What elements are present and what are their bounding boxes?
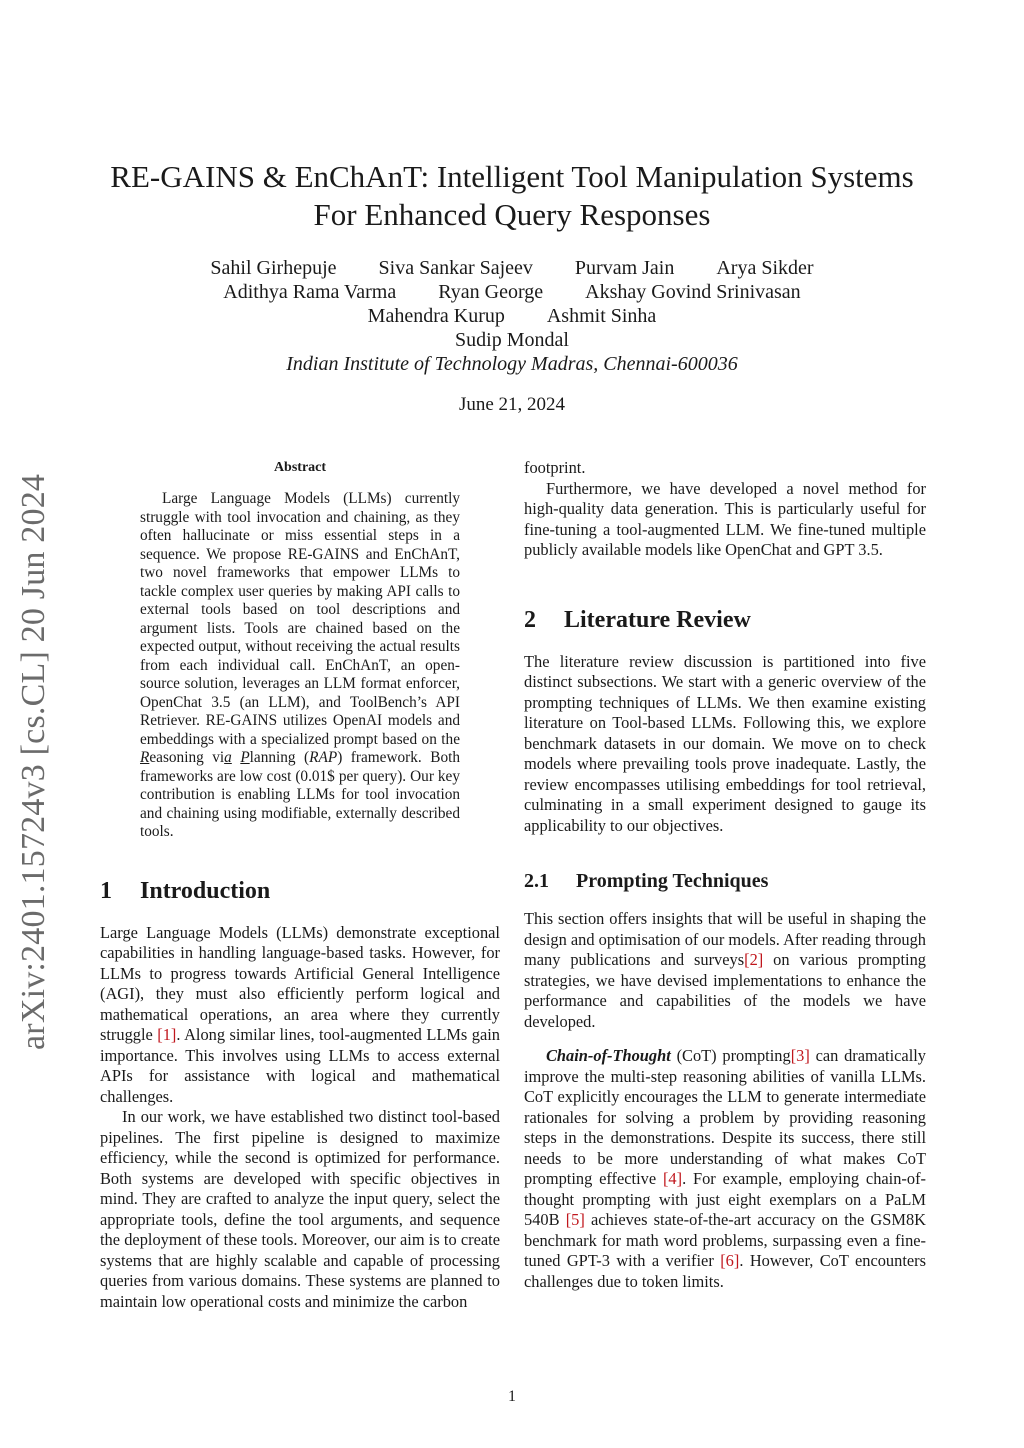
author-name: Mahendra Kurup [367,305,505,327]
paragraph: The literature review discussion is partitioned into five distinct subsections. We start with a generic overview of the prompting techniques of LLMs. We then examine existing literature on Tool-based LLMs. Following this, we explore benchmark datasets in our domain. We move on to check models where prevailing tools prove inadequate. Lastly, the review encompasses utilising embeddings for tool retrieval, culminating in a small experiment designed to gauge its applicability to our objectives. [524,651,926,835]
paragraph: This section offers insights that will be useful in shaping the design and optimisation of our models. After reading through many publications and surveys[2] on various prompting strategies, we have devised implementations to enhance the performance and capabilities of the models we have developed. [524,909,926,1031]
author-name: Ryan George [438,281,544,303]
abstract-text: Large Language Models (LLMs) currently struggle with tool invocation and chaining, as they often hallucinate or miss essential steps in a sequence. We propose RE-GAINS and EnChAnT, two novel frameworks that empower LLMs to tackle complex user queries by making API calls to external tools based on tool descriptions and argument lists. Tools are chained based on the expected output, without receiving the actual results from each individual call. EnChAnT, an open-source solution, leverages an LLM format enforcer, OpenChat 3.5 (an LLM), and ToolBench’s API Retriever. RE-GAINS utilizes OpenAI models and embeddings with a specialized prompt based on the Reasoning via Planning (RAP) framework. Both frameworks are low cost (0.01$ per query). Our key contribution is enabling LLMs for tool invocation and chaining using modifiable, externally described tools. [140,490,460,840]
author-name: Adithya Rama Varma [223,281,397,303]
paragraph: In our work, we have established two distinct tool-based pipelines. The first pipeline is designed to maximize efficiency, while the second is optimized for performance. Both systems are developed with specific objectives in mind. They are crafted to analyze the input query, select the appropriate tools, define the tool arguments, and sequence the deployment of these tools. Moreover, our aim is to create systems that are highly scalable and capable of processing queries from various domains. These systems are planned to maintain low operational costs and minimize the carbon [100,1107,500,1311]
author-name: Siva Sankar Sajeev [378,257,533,279]
author-row-4 [95,328,929,352]
author-name: Akshay Govind Srinivasan [585,281,801,303]
paragraph: Furthermore, we have developed a novel method for high-quality data generation. This is particularly useful for fine-tuning a tool-augmented LLM. We fine-tuned multiple publicly available models like OpenChat and GPT 3.5. [524,478,926,559]
author-block [95,256,929,376]
citation-link[interactable]: [1] [157,1025,177,1044]
page-number: 1 [508,1388,516,1405]
term-chain-of-thought: Chain-of-Thought [546,1046,671,1065]
section-heading-introduction: 1 Introduction [100,877,271,904]
affiliation: Indian Institute of Technology Madras, Chennai-600036 [286,353,738,375]
citation-link[interactable]: [3] [790,1046,810,1065]
author-name: Sudip Mondal [455,329,569,351]
right-column [524,458,926,1292]
paper-title: RE-GAINS & EnChAnT: Intelligent Tool Manipulation Systems For Enhanced Query Responses [110,159,914,232]
paragraph: footprint. [524,458,586,477]
author-row-2 [95,280,929,304]
citation-link[interactable]: [5] [565,1210,585,1229]
left-column [100,460,500,1312]
author-row-3 [95,304,929,328]
author-name: Ashmit Sinha [546,305,657,327]
paragraph: Large Language Models (LLMs) demonstrate exceptional capabilities in handling language-based tasks. However, for LLMs to progress towards Artificial General Intelligence (AGI), they must also efficiently perform logical and mathematical operations, an area where they currently struggle [1]. Along similar lines, tool-augmented LLMs gain importance. This involves using LLMs to access external APIs for assistance with logical and mathematical challenges. [100,922,500,1106]
subsection-heading-prompting: 2.1 Prompting Techniques [524,870,769,892]
citation-link[interactable]: [2] [744,950,764,969]
abstract-heading: Abstract [273,460,327,475]
author-name: Sahil Girhepuje [210,257,337,279]
citation-link[interactable]: [6] [720,1251,740,1270]
citation-link[interactable]: [4] [662,1169,683,1188]
author-name: Purvam Jain [574,257,675,279]
arxiv-identifier[interactable]: arXiv:2401.15724v3 [cs.CL] 20 Jun 2024 [15,473,52,1050]
author-name: Arya Sikder [716,257,814,279]
publication-date: June 21, 2024 [458,394,566,415]
section-heading-literature-review: 2 Literature Review [524,606,751,633]
paragraph: Chain-of-Thought (CoT) prompting[3] can dramatically improve the multi-step reasoning abilities of vanilla LLMs. CoT explicitly encourages the LLM to generate intermediate rationales for solving a problem by providing reasoning steps in the demonstrations. Despite its success, there still needs to be more understanding of what makes CoT prompting effective [4]. For example, employing chain-of-thought prompting with just eight exemplars on a PaLM 540B [5] achieves state-of-the-art accuracy on the GSM8K benchmark for math word problems, surpassing even a fine-tuned GPT-3 with a verifier [6]. However, CoT encounters challenges due to token limits. [524,1046,927,1291]
abstract [140,460,460,842]
author-row-1 [95,256,929,280]
